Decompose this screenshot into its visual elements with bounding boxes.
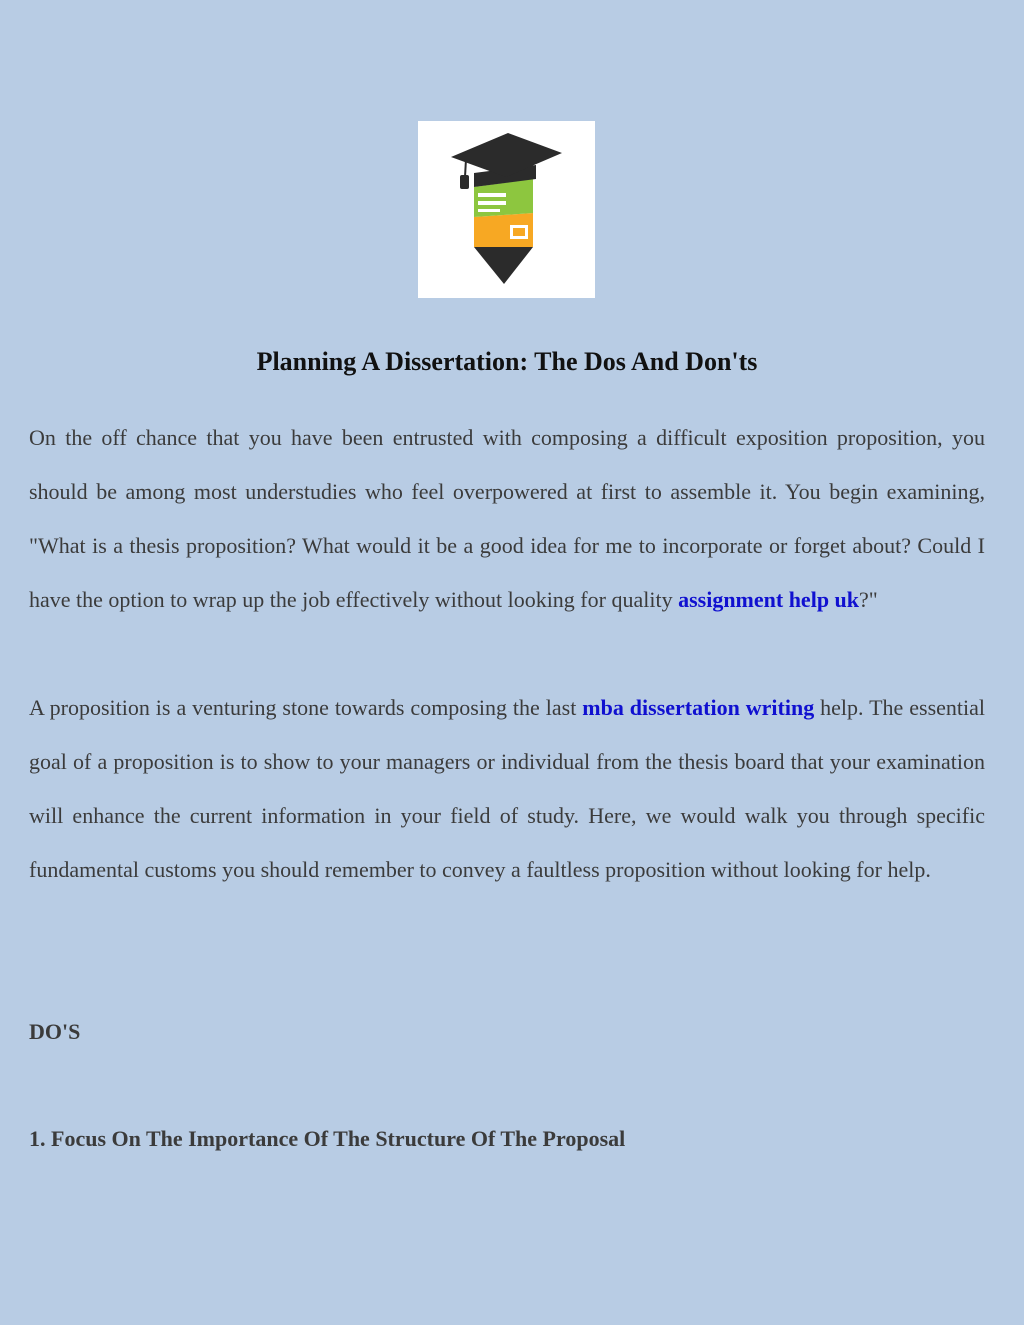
assignment-help-link[interactable]: assignment help uk bbox=[678, 587, 860, 612]
intro-paragraph bbox=[29, 411, 985, 627]
document-title: Planning A Dissertation: The Dos And Don'ts bbox=[256, 347, 758, 376]
mba-dissertation-link[interactable]: mba dissertation writing bbox=[582, 695, 815, 720]
logo bbox=[418, 121, 595, 298]
graduation-cap-pencil-logo-icon bbox=[418, 121, 595, 298]
paragraph-text: A proposition is a venturing stone towards composing the last bbox=[29, 695, 583, 720]
section-heading-dos: DO'S bbox=[29, 1019, 81, 1044]
proposition-paragraph bbox=[29, 681, 985, 897]
subheading-structure: 1. Focus On The Importance Of The Structure Of The Proposal bbox=[29, 1126, 626, 1151]
paragraph-text: ?" bbox=[859, 587, 878, 612]
paragraph-text: help. The essential goal of a proposition is to show to your managers or individual from the thesis board that your examination will enhance the current information in your field of study. Here, we would walk you through specific fundamental customs you should remember to convey a faultless proposition without looking for help. bbox=[29, 695, 986, 882]
paragraph-text: On the off chance that you have been entrusted with composing a difficult exposition proposition, you should be among most understudies who feel overpowered at first to assemble it. You begin examining, "What is a thesis proposition? What would it be a good idea for me to incorporate or forget about? Could I have the option to wrap up the job effectively without looking for quality bbox=[29, 425, 985, 612]
